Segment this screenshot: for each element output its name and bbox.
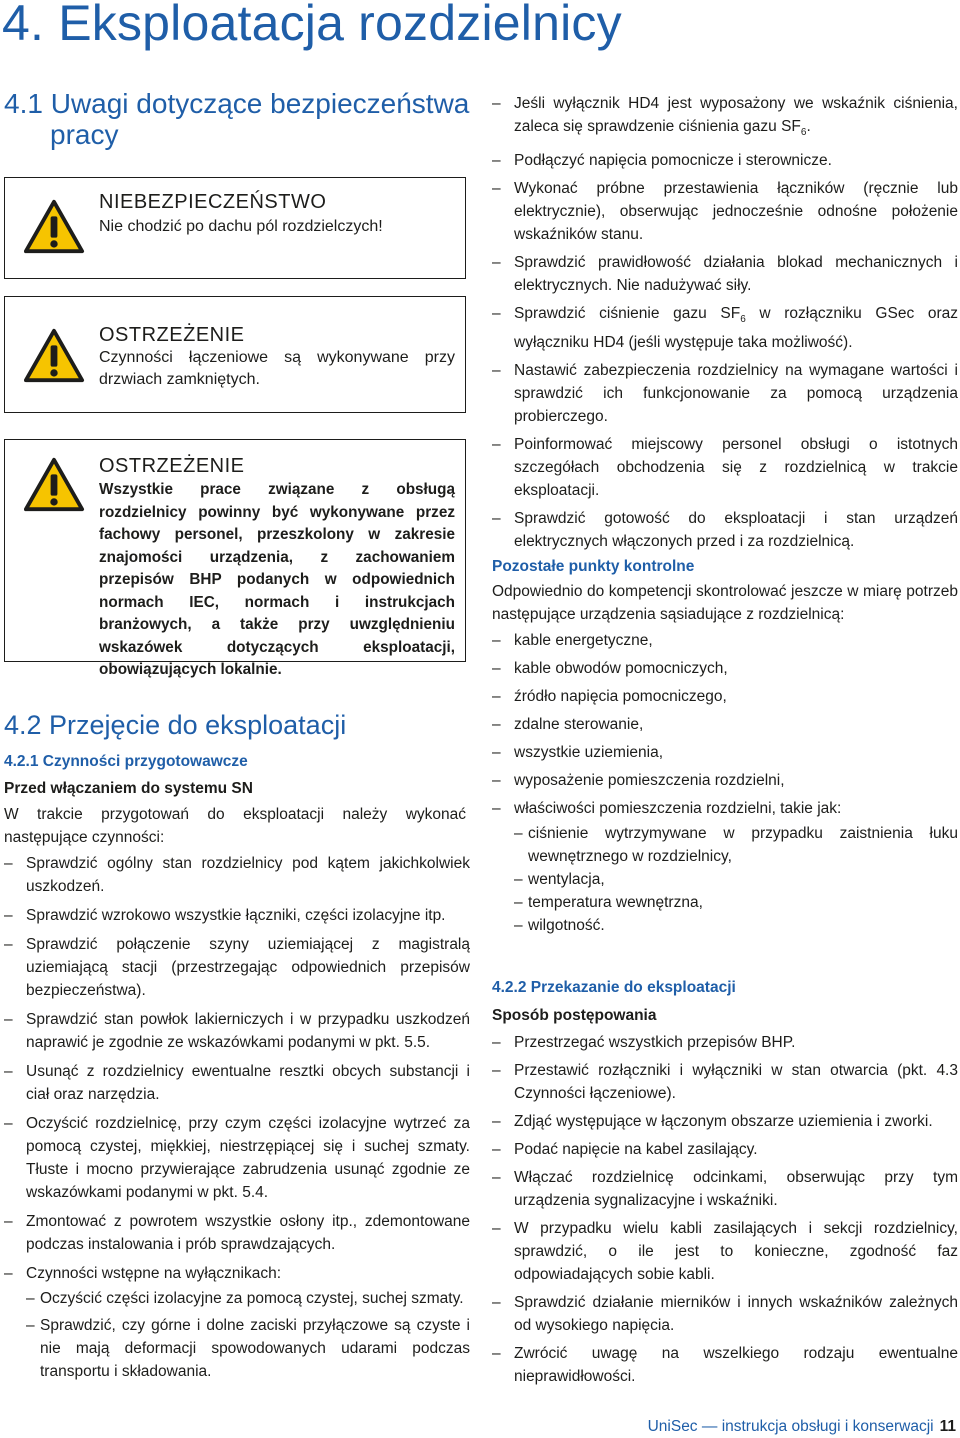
list-item: – W przypadku wielu kabli zasilających i sekcji rozdzielnicy, sprawdzić, o ile jest to konieczne, zgodność faz odpowiadających sobie kabli. — [492, 1217, 958, 1286]
warning-text: Nie chodzić po dachu pól rozdzielczych! — [99, 218, 383, 235]
list-item: – kable energetyczne, — [492, 629, 958, 652]
list-item: – Wykonać próbne przestawienia łączników (ręcznie lub elektrycznie), obserwując jednocześnie odnośne położenie wskaźników stanu. — [492, 177, 958, 246]
list-item — [492, 92, 958, 144]
checkpoints-list — [492, 629, 958, 937]
list-item: – wyposażenie pomieszczenia rozdzielni, — [492, 769, 958, 792]
checkpoints-heading: Pozostałe punkty kontrolne — [492, 558, 695, 575]
breaker-sublist — [26, 1287, 470, 1383]
list-item — [492, 302, 958, 354]
before-sn-intro: W trakcie przygotowań do eksploatacji należy wykonać następujące czynności: — [4, 806, 466, 846]
list-item — [4, 1262, 470, 1383]
warning-title: OSTRZEŻENIE — [99, 455, 245, 477]
warning-box — [4, 296, 466, 413]
sub-list-item: – Oczyścić części izolacyjne za pomocą czystej, suchej szmaty. — [26, 1287, 470, 1310]
list-item: – Włączać rozdzielnicę odcinkami, obserwując przy tym urządzenia sygnalizacyjne i wskaźniki. — [492, 1166, 958, 1212]
list-item: – Sprawdzić działanie mierników i innych wskaźników zależnych od wysokiego napięcia. — [492, 1291, 958, 1337]
footer-separator: — — [697, 1418, 722, 1435]
warning-triangle-icon — [23, 456, 85, 514]
footer-brand: UniSec — [647, 1418, 698, 1435]
procedure-heading: Sposób postępowania — [492, 1007, 657, 1024]
list-item-text: właściwości pomieszczenia rozdzielni, takie jak: — [514, 800, 842, 817]
list-item: – Przestrzegać wszystkich przepisów BHP. — [492, 1031, 958, 1054]
section-4-1-heading — [4, 88, 469, 150]
section-4-1-title-line1: Uwagi dotyczące bezpieczeństwa — [50, 88, 470, 119]
warning-box — [4, 439, 466, 678]
warning-triangle-icon — [23, 327, 85, 385]
sub-list-item: – wilgotność. — [514, 914, 958, 937]
subsection-4-2-1-heading: 4.2.1 Czynności przygotowawcze — [4, 753, 248, 770]
page-footer — [648, 1418, 956, 1436]
section-4-1-number: 4.1 — [4, 88, 43, 119]
room-properties-sublist — [514, 822, 958, 937]
page-number: 11 — [939, 1418, 956, 1435]
list-item: – Zdjąć występujące w łączonym obszarze uziemienia i zworki. — [492, 1110, 958, 1133]
list-item: – Sprawdzić stan powłok lakierniczych i w przypadku uszkodzeń naprawić je zgodnie ze wskazówkami podanymi w pkt. 5.5. — [4, 1008, 470, 1054]
list-item: – Usunąć z rozdzielnicy ewentualne resztki obcych substancji i ciał oraz narzędzia. — [4, 1060, 470, 1106]
subsection-4-2-2-heading: 4.2.2 Przekazanie do eksploatacji — [492, 979, 736, 996]
subscript: 6 — [740, 314, 746, 326]
list-item: – źródło napięcia pomocniczego, — [492, 685, 958, 708]
section-4-1-title-line2: pracy — [50, 119, 119, 150]
sub-list-item: – wentylacja, — [514, 868, 958, 891]
list-item: – Sprawdzić wzrokowo wszystkie łączniki, części izolacyjne itp. — [4, 904, 470, 927]
commissioning-list — [492, 1031, 958, 1393]
sub-list-item: – Sprawdzić, czy górne i dolne zaciski przyłączowe są czyste i nie mają deformacji spowodowanych udarami podczas transportu i składowania. — [26, 1314, 470, 1383]
warning-text: Wszystkie prace związane z obsługą rozdzielnicy powinny być wykonywane przez fachowy personel, przeszkolony w zakresie znajomości urządzenia, z zachowaniem przepisów BHP podanych w odpowiednich normach IEC, normach i instrukcjach branżowych, a także przy uwzględnieniu wskazówek dotyczących eksploatacji, obowiązujących lokalnie. — [99, 481, 455, 678]
warning-text: Czynności łączeniowe są wykonywane przy drzwiach zamkniętych. — [99, 349, 455, 388]
list-item-text: Jeśli wyłącznik HD4 jest wyposażony we wskaźnik ciśnienia, zaleca się sprawdzenie ciśnienia gazu SF — [514, 95, 958, 135]
list-item-text: . — [806, 118, 811, 135]
list-item: – wszystkie uziemienia, — [492, 741, 958, 764]
list-item-text: Sprawdzić ciśnienie gazu SF — [514, 305, 741, 323]
list-item: – Nastawić zabezpieczenia rozdzielnicy na wymagane wartości i sprawdzić ich funkcjonowanie za pomocą urządzenia probierczego. — [492, 359, 958, 428]
warning-title: NIEBEZPIECZEŃSTWO — [99, 191, 327, 213]
list-item: – Zwrócić uwagę na wszelkiego rodzaju ewentualne nieprawidłowości. — [492, 1342, 958, 1388]
list-item: – Oczyścić rozdzielnicę, przy czym części izolacyjne wytrzeć za pomocą czystej, miękkiej, niestrzępiącej się i suchej szmaty. Tłuste i mocno przywierające zabrudzenia usunąć zgodnie ze wskazówkami podanymi w pkt. 5.4. — [4, 1112, 470, 1204]
danger-box — [4, 177, 466, 279]
list-item-text: w rozłączniku GSec oraz wyłączniku HD4 (jeśli występuje taka możliwość). — [514, 305, 958, 352]
section-4-2-heading: 4.2 Przejęcie do eksploatacji — [4, 710, 347, 740]
checkpoints-intro: Odpowiednio do kompetencji skontrolować jeszcze w miarę potrzeb następujące urządzenia sąsiadujące z rozdzielnicą: — [492, 583, 958, 623]
list-item: – Sprawdzić połączenie szyny uziemiającej z magistralą uziemiającą stacji (przestrzegając odpowiednich przepisów bezpieczeństwa). — [4, 933, 470, 1002]
list-item: – Zmontować z powrotem wszystkie osłony itp., zdemontowane podczas instalowania i prób sprawdzających. — [4, 1210, 470, 1256]
list-item: – Przestawić rozłączniki i wyłączniki w stan otwarcia (pkt. 4.3 Czynności łączeniowe). — [492, 1059, 958, 1105]
list-item-text: Czynności wstępne na wyłącznikach: — [26, 1265, 282, 1282]
list-item: – zdalne sterowanie, — [492, 713, 958, 736]
footer-document-name: instrukcja obsługi i konserwacji — [721, 1418, 934, 1435]
list-item: – Sprawdzić gotowość do eksploatacji i stan urządzeń elektrycznych włączonych przed i za rozdzielnicą. — [492, 507, 958, 553]
continued-preparation-list — [492, 92, 958, 558]
warning-title: OSTRZEŻENIE — [99, 324, 245, 346]
list-item: – Podać napięcie na kabel zasilający. — [492, 1138, 958, 1161]
sub-list-item: – temperatura wewnętrzna, — [514, 891, 958, 914]
page-title: 4. Eksploatacja rozdzielnicy — [2, 0, 622, 51]
subscript: 6 — [800, 127, 807, 139]
list-item: – kable obwodów pomocniczych, — [492, 657, 958, 680]
list-item — [492, 797, 958, 937]
sub-list-item: – ciśnienie wytrzymywane w przypadku zaistnienia łuku wewnętrznego w rozdzielnicy, — [514, 822, 958, 868]
preparation-list — [4, 852, 470, 1389]
list-item: – Podłączyć napięcia pomocnicze i sterownicze. — [492, 149, 958, 172]
list-item: – Sprawdzić prawidłowość działania blokad mechanicznych i elektrycznych. Nie nadużywać siły. — [492, 251, 958, 297]
before-sn-heading: Przed włączaniem do systemu SN — [4, 780, 253, 797]
warning-triangle-icon — [23, 198, 85, 256]
list-item: – Sprawdzić ogólny stan rozdzielnicy pod kątem jakichkolwiek uszkodzeń. — [4, 852, 470, 898]
list-item: – Poinformować miejscowy personel obsługi o istotnych szczegółach obchodzenia się z rozdzielnicą w trakcie eksploatacji. — [492, 433, 958, 502]
